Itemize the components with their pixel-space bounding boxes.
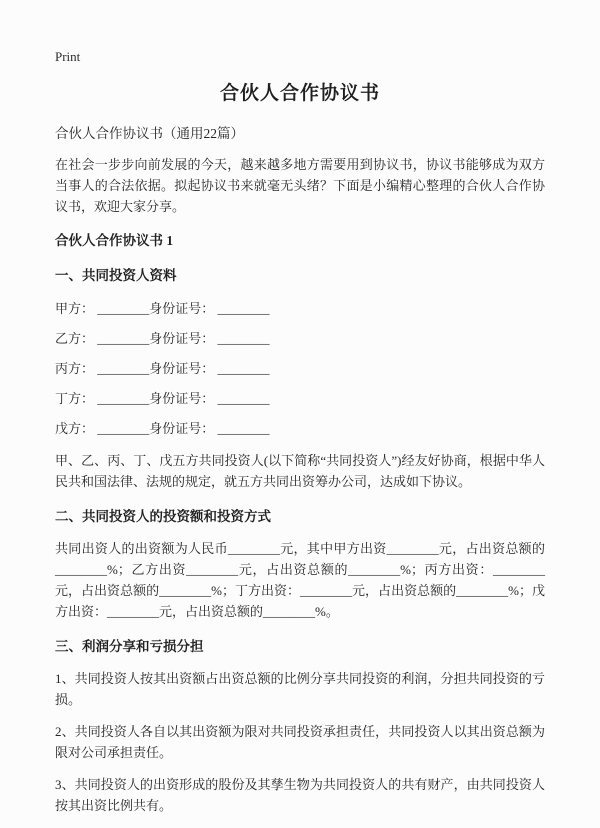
section-2-heading: 二、共同投资人的投资额和投资方式 [55,509,271,524]
agreement-number-heading: 合伙人合作协议书 1 [55,233,174,248]
party-line-wu: 戊方： ________身份证号： ________ [55,421,270,436]
document-subtitle: 合伙人合作协议书（通用22篇） [55,126,244,141]
party-line-jia: 甲方： ________身份证号： ________ [55,301,270,316]
party-line-ding: 丁方： ________身份证号： ________ [55,391,270,406]
section-1-paragraph: 甲、乙、丙、丁、戊五方共同投资人(以下简称“共同投资人”)经友好协商，根据中华人民共和国法律、法规的规定，就五方共同出资筹办公司，达成如下协议。 [55,453,545,489]
section-1-heading: 一、共同投资人资料 [55,268,177,283]
clause-2: 2、共同投资人各自以其出资额为限对共同投资承担责任，共同投资人以其出资总额为限对公司承担责任。 [55,724,545,760]
clause-3: 3、共同投资人的出资形成的股份及其孳生物为共同投资人的共有财产，由共同投资人按其出资比例共有。 [55,777,545,813]
print-button[interactable]: Print [55,49,81,64]
party-list [55,298,545,439]
clause-1: 1、共同投资人按其出资额占出资总额的比例分享共同投资的利润，分担共同投资的亏损。 [55,671,545,707]
party-line-yi: 乙方： ________身份证号： ________ [55,331,270,346]
section-2-paragraph: 共同出资人的出资额为人民币________元，其中甲方出资________元，占出资总额的________%；乙方出资________元，占出资总额的________%；丙方出资：________元，占出资总额的________%；丁方出资：________元，占出资总额的________%；戊方出资：________元，占出资总额的________%。 [55,541,545,619]
party-line-bing: 丙方： ________身份证号： ________ [55,361,270,376]
intro-paragraph: 在社会一步步向前发展的今天，越来越多地方需要用到协议书，协议书能够成为双方当事人的合法依据。拟起协议书来就毫无头绪？下面是小编精心整理的合伙人合作协议书，欢迎大家分享。 [55,157,545,214]
section-3-heading: 三、利润分享和亏损分担 [55,639,204,654]
page-title: 合伙人合作协议书 [219,83,380,104]
clause-list [55,668,545,816]
